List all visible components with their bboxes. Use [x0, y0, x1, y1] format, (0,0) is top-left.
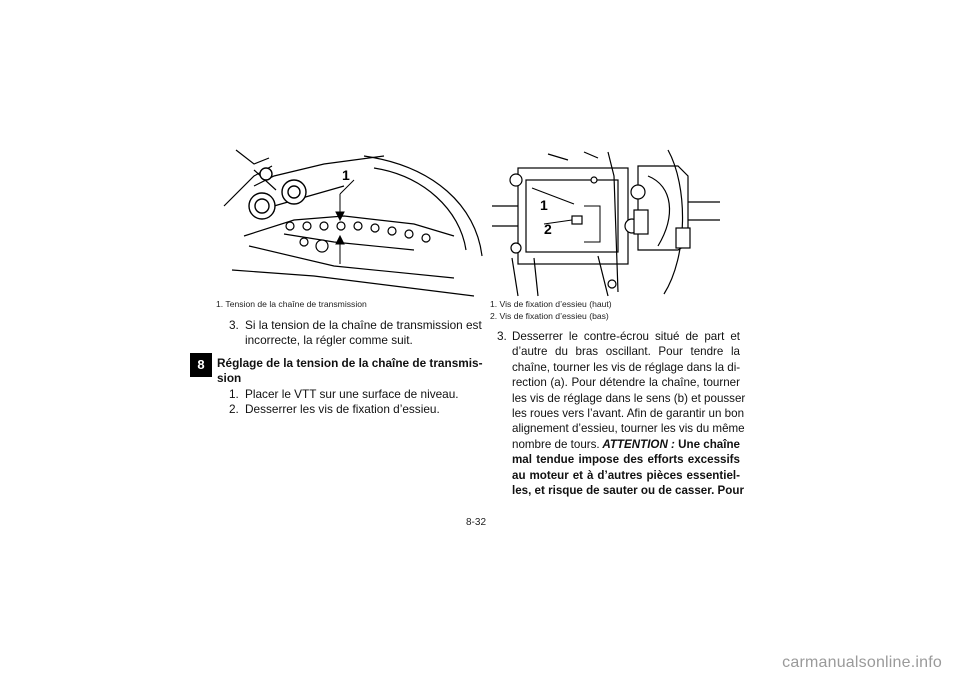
chain-tension-illustration	[214, 146, 484, 298]
paragraph-line: alignement d’essieu, tourner les vis du même	[512, 422, 745, 436]
caption-line: 1. Vis de fixation d’essieu (haut)	[490, 299, 612, 309]
paragraph-line: d’autre du bras oscillant. Pour tendre la	[512, 345, 740, 359]
paragraph-line: les roues vers l’avant. Afin de garantir un bon	[512, 407, 745, 421]
paragraph-line: les vis de réglage dans le sens (b) et pousser	[512, 391, 746, 405]
left-figure-captions	[216, 298, 367, 310]
caption-line: 1. Tension de la chaîne de transmission	[216, 299, 367, 309]
step-3-left	[229, 318, 482, 350]
step-2	[229, 402, 469, 418]
warning-text: Une chaîne	[678, 437, 740, 451]
step-number: 3.	[229, 318, 239, 332]
paragraph-line	[512, 437, 740, 452]
axle-bolts-illustration	[488, 146, 720, 298]
paragraph-line: chaîne, tourner les vis de réglage dans la di-	[512, 360, 741, 374]
paragraph-line: rection (a). Pour détendre la chaîne, tourner	[512, 376, 740, 390]
warning-line: au moteur et à d’autres pièces essentiel-	[512, 468, 740, 482]
step-text: Desserrer les vis de fixation d’essieu.	[245, 402, 440, 416]
step-text: incorrecte, la régler comme suit.	[245, 333, 413, 348]
page-number: 8-32	[466, 517, 487, 528]
step-number: 1.	[229, 387, 239, 401]
right-figure-captions	[490, 298, 612, 322]
watermark[interactable]: carmanualsonline.info	[782, 654, 942, 671]
line-text: nombre de tours.	[512, 437, 600, 451]
step-number: 2.	[229, 402, 239, 416]
callout-2: 2	[544, 221, 552, 237]
callout-1: 1	[540, 197, 548, 213]
heading-line: Réglage de la tension de la chaîne de transmis-	[217, 356, 483, 370]
caption-line: 2. Vis de fixation d’essieu (bas)	[490, 311, 609, 321]
attention-word: ATTENTION :	[602, 437, 675, 451]
step-3-number: 3.	[497, 329, 507, 343]
chapter-tab: 8	[190, 353, 212, 377]
attention-label	[602, 437, 740, 452]
heading-line: sion	[217, 371, 242, 386]
paragraph-line: Desserrer le contre-écrou situé de part et	[512, 330, 740, 343]
step-1	[229, 387, 469, 403]
step-3-paragraph	[512, 329, 746, 498]
warning-line: les, et risque de sauter ou de casser. Pour	[512, 484, 744, 498]
step-text: Si la tension de la chaîne de transmission est	[245, 318, 482, 332]
section-heading	[217, 356, 483, 386]
callout-1: 1	[342, 167, 350, 183]
warning-line: mal tendue impose des efforts excessifs	[512, 453, 740, 467]
step-text: Placer le VTT sur une surface de niveau.	[245, 387, 459, 401]
